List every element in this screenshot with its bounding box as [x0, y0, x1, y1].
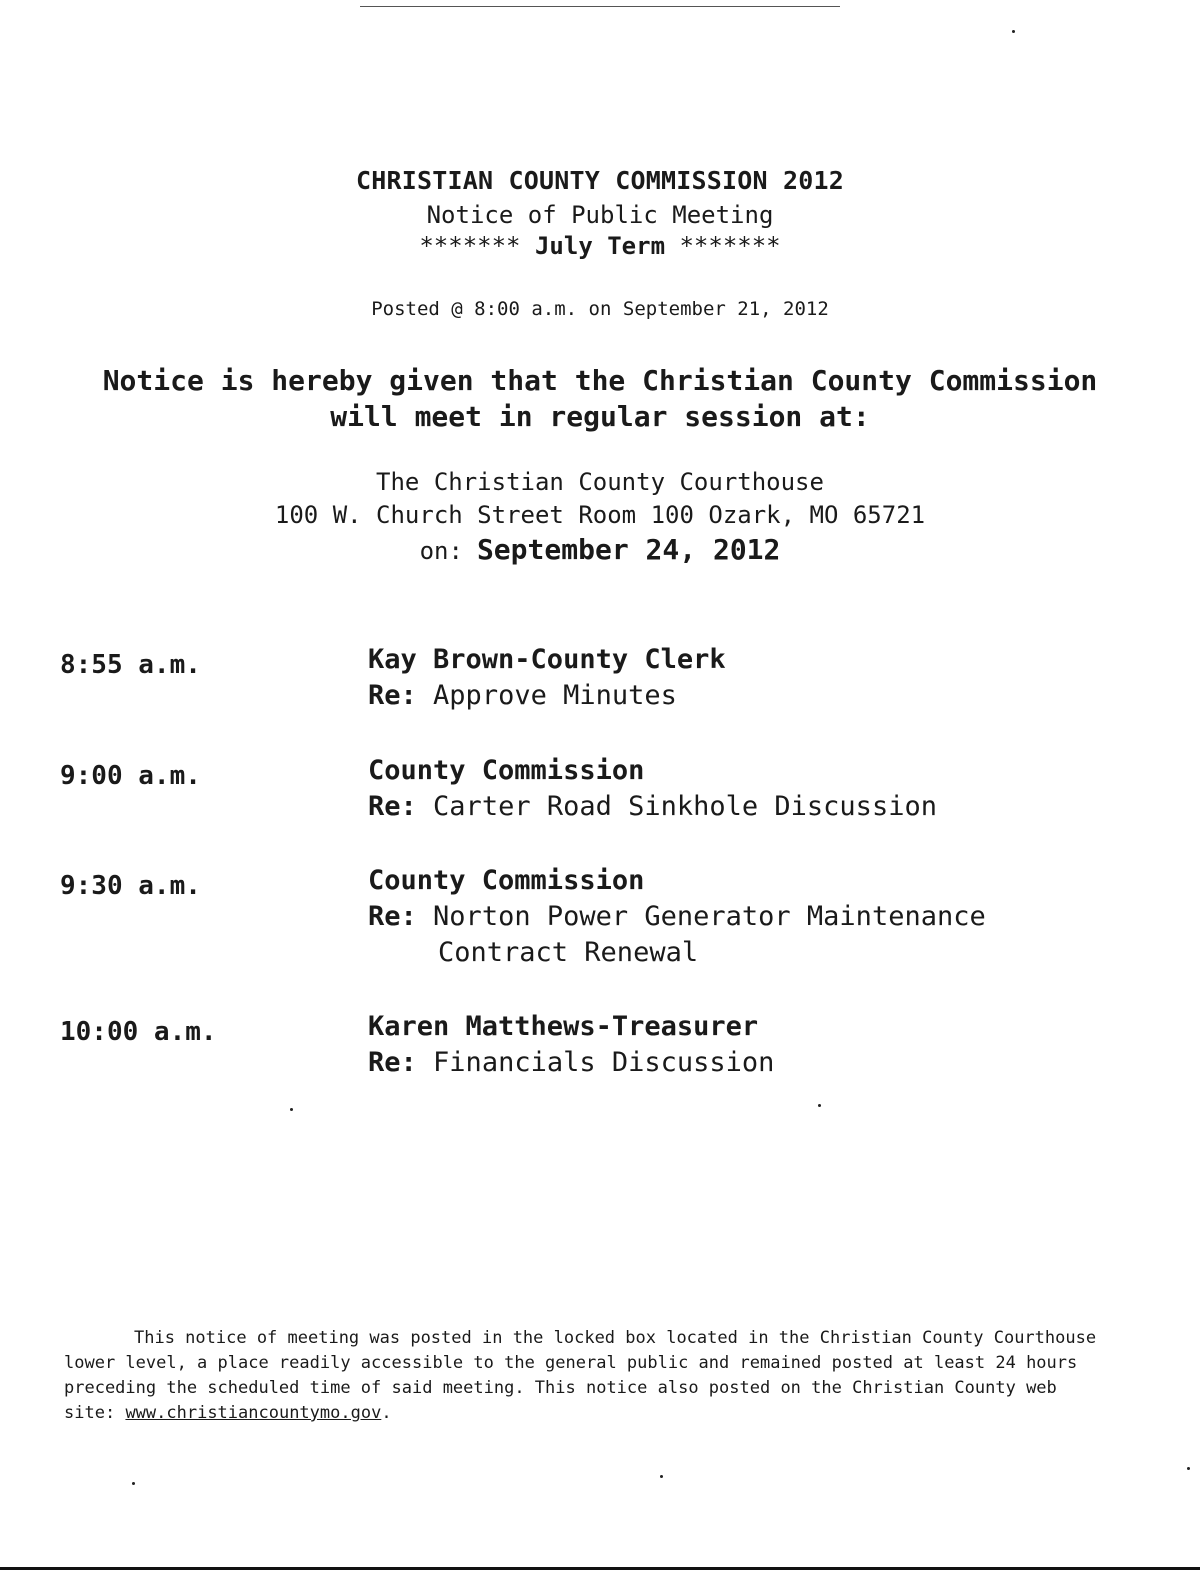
scan-speck [660, 1475, 663, 1478]
subject-continuation: Contract Renewal [438, 937, 699, 968]
scan-speck [1012, 30, 1015, 33]
venue-building: The Christian County Courthouse [376, 468, 824, 496]
notice-line-1: Notice is hereby given that the Christian County Commission [102, 364, 1098, 397]
agenda-presenter: Karen Matthews-Treasurer [368, 1011, 759, 1042]
subject-text: Financials Discussion [433, 1047, 775, 1078]
posting-statement-line: lower level, a place readily accessible to the general public and remained posted at least 24 hours [64, 1353, 1078, 1373]
re-label: Re: [368, 791, 417, 822]
agenda-time: 8:55 a.m. [60, 650, 201, 680]
agenda-presenter: County Commission [368, 755, 645, 786]
subject-text: Approve Minutes [433, 680, 677, 711]
document-title: CHRISTIAN COUNTY COMMISSION 2012 [355, 166, 845, 195]
subject-text: Carter Road Sinkhole Discussion [433, 791, 937, 822]
scan-bottom-rule [0, 1567, 1200, 1570]
agenda-presenter: Kay Brown-County Clerk [368, 644, 726, 675]
on-label: on: [419, 537, 463, 565]
meeting-date-line [0, 533, 1200, 566]
term-label: July Term [534, 232, 666, 260]
re-label: Re: [368, 680, 417, 711]
statement-end: . [381, 1403, 392, 1423]
scan-top-rule [360, 6, 840, 7]
posting-statement-line: preceding the scheduled time of said meeting. This notice also posted on the Christian County web [64, 1378, 1057, 1398]
agenda-time: 9:00 a.m. [60, 761, 201, 791]
re-label: Re: [368, 1047, 417, 1078]
subject-text: Norton Power Generator Maintenance [433, 901, 986, 932]
statement-text: This notice of meeting was posted in the locked box located in the Christian County Courthouse [134, 1328, 1097, 1348]
term-line [0, 232, 1200, 260]
scan-speck [818, 1104, 821, 1107]
agenda-subject [368, 791, 937, 822]
re-label: Re: [368, 901, 417, 932]
scan-speck [132, 1482, 135, 1485]
agenda-subject [368, 901, 986, 932]
meeting-date: September 24, 2012 [476, 533, 781, 566]
agenda-subject [368, 680, 677, 711]
agenda-time: 9:30 a.m. [60, 871, 201, 901]
posted-timestamp: Posted @ 8:00 a.m. on September 21, 2012 [371, 298, 829, 320]
document-subtitle: Notice of Public Meeting [426, 201, 774, 229]
venue-address: 100 W. Church Street Room 100 Ozark, MO 65721 [274, 501, 926, 529]
posting-statement-line [64, 1401, 1144, 1426]
agenda-subject [368, 1047, 774, 1078]
posting-statement [64, 1326, 1144, 1426]
agenda-time: 10:00 a.m. [60, 1017, 217, 1047]
scan-speck [1187, 1467, 1190, 1470]
website-link[interactable]: www.christiancountymo.gov [125, 1403, 382, 1423]
scan-speck [290, 1108, 293, 1111]
agenda-presenter: County Commission [368, 865, 645, 896]
site-label: site: [64, 1403, 116, 1423]
posting-statement-line [64, 1326, 1144, 1351]
notice-line-2: will meet in regular session at: [330, 400, 870, 433]
term-stars-right: ******* [679, 232, 781, 260]
term-stars-left: ******* [419, 232, 521, 260]
